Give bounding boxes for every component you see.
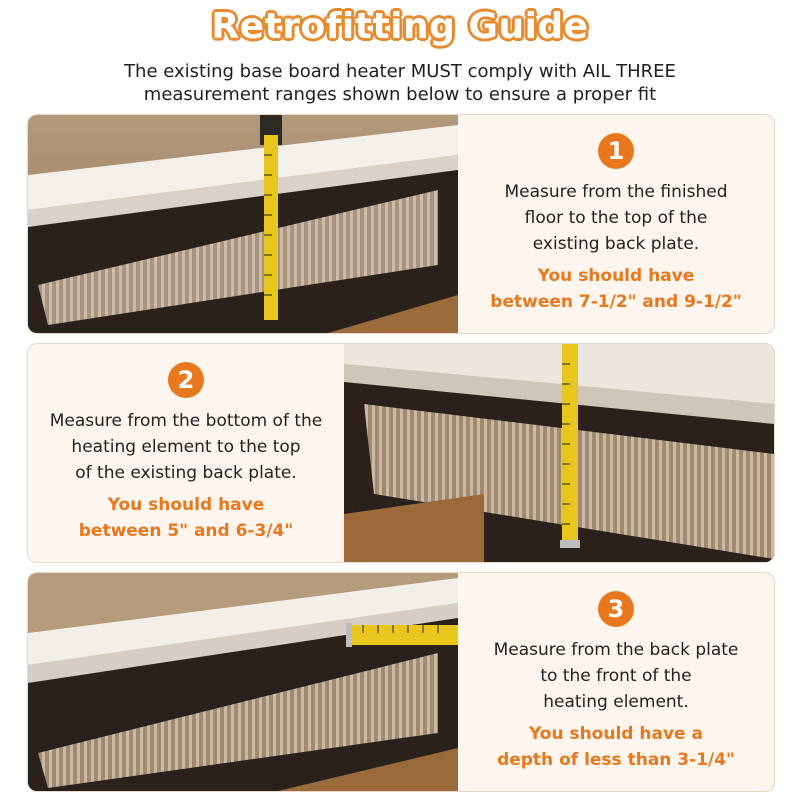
step-1-badge: 1 (598, 133, 634, 169)
step-3-text (458, 573, 774, 791)
page-title: Retrofitting Guide (211, 6, 589, 47)
step-1-panel (27, 114, 775, 334)
step-3-instruction: Measure from the back plate to the front of the heating element. (493, 640, 739, 712)
step-2-range: You should have between 5" and 6-3/4" (78, 495, 294, 541)
step-1-range: You should have between 7-1/2" and 9-1/2" (490, 266, 742, 312)
step-1-instruction: Measure from the finished floor to the top of the existing back plate. (504, 182, 728, 254)
step-1-text (458, 115, 774, 333)
step-2-instruction: Measure from the bottom of the heating element to the top of the existing back plate. (49, 411, 323, 483)
step-3-panel (27, 572, 775, 792)
step-2-photo (344, 344, 774, 562)
step-1-photo (28, 115, 458, 333)
step-3-badge: 3 (598, 591, 634, 627)
step-3-range: You should have a depth of less than 3-1/4" (497, 724, 735, 770)
page-subtitle: The existing base board heater MUST comply with AIL THREE measurement ranges shown below to ensure a proper fit (124, 61, 676, 105)
step-2-badge: 2 (168, 362, 204, 398)
step-2-text (28, 344, 344, 562)
step-2-panel (27, 343, 775, 563)
step-3-photo (28, 573, 458, 791)
